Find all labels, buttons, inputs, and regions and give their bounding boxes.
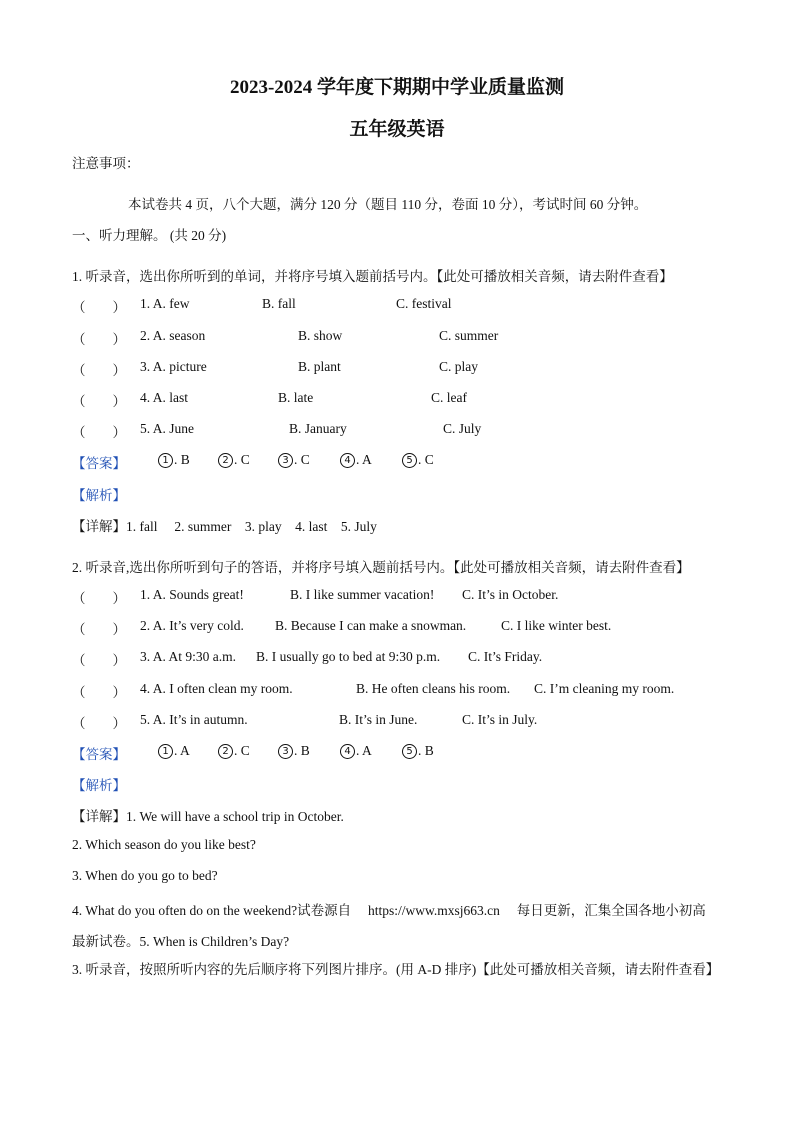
- option-a: 5. A. June: [140, 421, 194, 436]
- option-c: C. It’s in October.: [462, 587, 559, 602]
- option-b: B. I like summer vacation!: [290, 587, 435, 602]
- q2-item-2: [72, 618, 612, 638]
- option-b: B. Because I can make a snowman.: [275, 618, 467, 633]
- answer-2: [218, 452, 250, 468]
- detail-text: 1. We will have a school trip in October.: [126, 809, 344, 824]
- q2-item-1: [72, 587, 559, 607]
- answer-value: . C: [294, 452, 310, 467]
- answer-value: . C: [234, 743, 250, 758]
- option-c: C. summer: [439, 328, 499, 343]
- option-c: C. leaf: [431, 390, 467, 405]
- q2-answer-row: [72, 743, 434, 763]
- answer-value: . B: [174, 452, 190, 467]
- q2-item-3: [72, 649, 543, 669]
- answer-5: [402, 743, 434, 759]
- q1-item-4: [72, 390, 467, 410]
- section-heading: 一、听力理解。 (共 20 分): [72, 228, 227, 243]
- q2-detail-1: [72, 805, 344, 825]
- answer-value: . B: [418, 743, 434, 758]
- answer-parenthesis[interactable]: （ ）: [72, 394, 126, 409]
- option-c: C. festival: [396, 296, 452, 311]
- option-a: 3. A. At 9:30 a.m.: [140, 649, 237, 664]
- question-1-prompt: 1. 听录音，选出你所听到的单词，并将序号填入题前括号内。【此处可播放相关音频，请去附件查看】: [72, 269, 673, 284]
- answer-parenthesis[interactable]: （ ）: [72, 716, 126, 731]
- q1-item-2: [72, 328, 499, 348]
- q1-item-3: [72, 359, 478, 379]
- answer-parenthesis[interactable]: （ ）: [72, 685, 126, 700]
- q2-item-4: [72, 681, 675, 701]
- notice-label: 注意事项：: [72, 156, 140, 171]
- option-a: 4. A. I often clean my room.: [140, 681, 293, 696]
- option-b: B. January: [289, 421, 347, 436]
- answer-label: 【答案】: [72, 747, 126, 762]
- circled-number: 5: [402, 744, 417, 759]
- q2-item-5: [72, 712, 538, 732]
- circled-number: 4: [340, 453, 355, 468]
- answer-3: [278, 452, 310, 468]
- detail-label: 【详解】: [72, 809, 126, 824]
- q2-detail-5: 最新试卷。5. When is Children’s Day?: [72, 934, 290, 949]
- answer-parenthesis[interactable]: （ ）: [72, 591, 126, 606]
- circled-number: 2: [218, 744, 233, 759]
- detail-label: 【详解】: [72, 519, 126, 534]
- option-c: C. I like winter best.: [501, 618, 612, 633]
- answer-value: . A: [356, 452, 372, 467]
- circled-number: 4: [340, 744, 355, 759]
- option-a: 2. A. season: [140, 328, 206, 343]
- option-b: B. plant: [298, 359, 341, 374]
- option-a: 1. A. Sounds great!: [140, 587, 244, 602]
- page-title: 2023-2024 学年度下期期中学业质量监测: [229, 77, 565, 98]
- q1-item-5: [72, 421, 482, 441]
- q1-detail: [72, 515, 377, 535]
- circled-number: 2: [218, 453, 233, 468]
- option-b: B. show: [298, 328, 343, 343]
- answer-parenthesis[interactable]: （ ）: [72, 363, 126, 378]
- option-c: C. I’m cleaning my room.: [534, 681, 675, 696]
- q1-answer-row: [72, 452, 434, 472]
- option-a: 3. A. picture: [140, 359, 207, 374]
- answer-value: . A: [356, 743, 372, 758]
- circled-number: 5: [402, 453, 417, 468]
- q2-detail-3: 3. When do you go to bed?: [72, 868, 218, 883]
- answer-parenthesis[interactable]: （ ）: [72, 300, 126, 315]
- q1-item-1: [72, 296, 452, 316]
- answer-4: [340, 452, 372, 468]
- q2-detail-2: 2. Which season do you like best?: [72, 837, 256, 852]
- option-a: 1. A. few: [140, 296, 190, 311]
- answer-1: [158, 743, 190, 759]
- answer-label: 【答案】: [72, 456, 126, 471]
- option-b: B. I usually go to bed at 9:30 p.m.: [256, 649, 441, 664]
- circled-number: 1: [158, 744, 173, 759]
- option-c: C. play: [439, 359, 478, 374]
- answer-1: [158, 452, 190, 468]
- question-2-prompt: 2. 听录音,选出你所听到句子的答语，并将序号填入题前括号内。【此处可播放相关音频，请去附件查看】: [72, 560, 690, 575]
- option-b: B. It’s in June.: [339, 712, 418, 727]
- answer-5: [402, 452, 434, 468]
- option-a: 2. A. It’s very cold.: [140, 618, 244, 633]
- detail-text: 1. fall 2. summer 3. play 4. last 5. July: [126, 519, 377, 534]
- answer-parenthesis[interactable]: （ ）: [72, 425, 126, 440]
- answer-parenthesis[interactable]: （ ）: [72, 332, 126, 347]
- answer-parenthesis[interactable]: （ ）: [72, 653, 126, 668]
- circled-number: 1: [158, 453, 173, 468]
- answer-4: [340, 743, 372, 759]
- q2-detail-4: 4. What do you often do on the weekend?试卷源自 https://www.mxsj663.cn 每日更新，汇集全国各地小初高: [72, 903, 706, 918]
- answer-value: . B: [294, 743, 310, 758]
- circled-number: 3: [278, 744, 293, 759]
- answer-value: . A: [174, 743, 190, 758]
- page-subtitle: 五年级英语: [349, 119, 445, 140]
- option-b: B. He often cleans his room.: [356, 681, 511, 696]
- option-c: C. It’s Friday.: [468, 649, 543, 664]
- answer-parenthesis[interactable]: （ ）: [72, 622, 126, 637]
- option-b: B. fall: [262, 296, 296, 311]
- analysis-label: 【解析】: [72, 778, 126, 793]
- answer-3: [278, 743, 310, 759]
- option-a: 4. A. last: [140, 390, 189, 405]
- option-b: B. late: [278, 390, 314, 405]
- answer-value: . C: [418, 452, 434, 467]
- option-c: C. It’s in July.: [462, 712, 538, 727]
- notice-text: 本试卷共 4 页，八个大题，满分 120 分（题目 110 分，卷面 10 分），考试时间 60 分钟。: [128, 197, 648, 212]
- circled-number: 3: [278, 453, 293, 468]
- question-3-prompt: 3. 听录音，按照所听内容的先后顺序将下列图片排序。(用 A-D 排序)【此处可播放相关音频，请去附件查看】: [72, 962, 720, 977]
- option-a: 5. A. It’s in autumn.: [140, 712, 248, 727]
- answer-value: . C: [234, 452, 250, 467]
- option-c: C. July: [443, 421, 482, 436]
- answer-2: [218, 743, 250, 759]
- analysis-label: 【解析】: [72, 488, 126, 503]
